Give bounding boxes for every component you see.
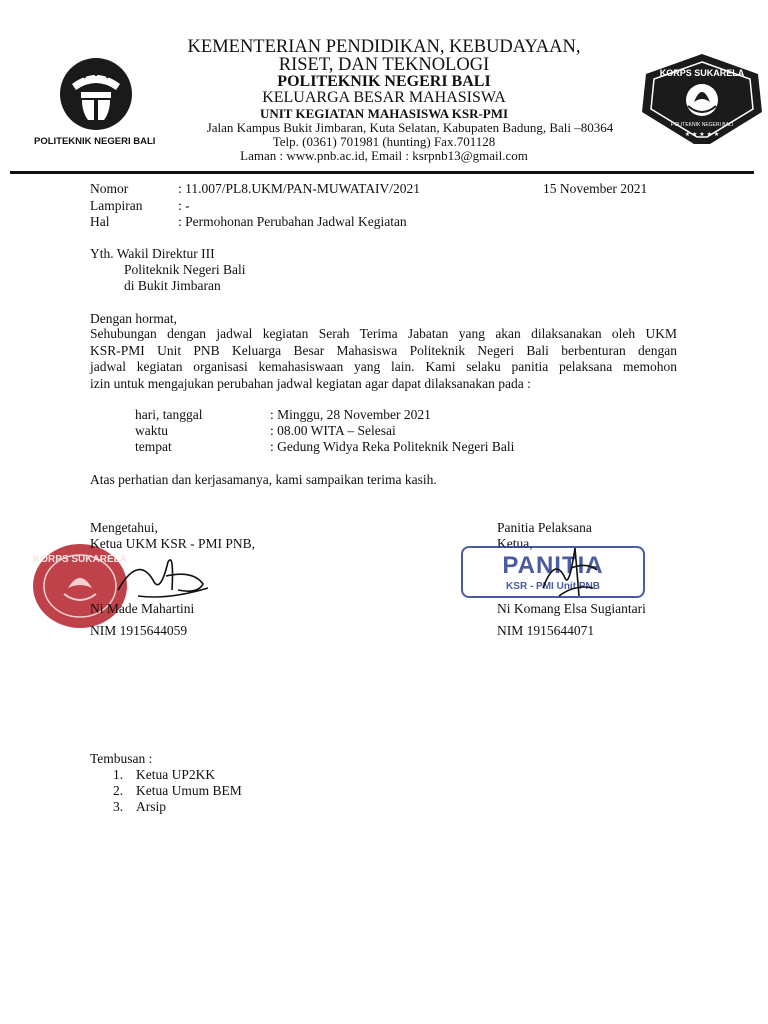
closing-sentence: Atas perhatian dan kerjasamanya, kami sampaikan terima kasih. <box>90 472 437 487</box>
schedule-label-time: waktu <box>135 423 168 438</box>
letterhead-unit: UNIT KEGIATAN MAHASISWA KSR-PMI <box>259 106 509 121</box>
letterhead-ministry-line1: KEMENTERIAN PENDIDIKAN, KEBUDAYAAN, <box>187 37 581 57</box>
hal-value: : Permohonan Perubahan Jadwal Kegiatan <box>178 214 407 229</box>
schedule-label-place: tempat <box>135 439 172 454</box>
right-signer-title2: Ketua, <box>497 536 533 551</box>
letterhead-ministry-line2: RISET, DAN TEKNOLOGI <box>278 55 490 75</box>
letterhead-divider <box>10 171 754 174</box>
body-paragraph-line: jadwal kegiatan organisasi kemahasiswaan yang lain. Kami selaku panitia pelaksana memohon <box>90 359 677 374</box>
body-paragraph-line: KSR-PMI Unit PNB Keluarga Besar Mahasiswa Politeknik Negeri Bali berbenturan dengan <box>90 342 677 358</box>
left-signer-title2: Ketua UKM KSR - PMI PNB, <box>90 536 256 551</box>
svg-text:★ ★ ★ ★ ★: ★ ★ ★ ★ ★ <box>684 131 720 138</box>
letter-date: 15 November 2021 <box>543 181 648 196</box>
pnb-logo-caption: POLITEKNIK NEGERI BALI <box>34 136 156 147</box>
left-stamp-text: KORPS SUKARELA <box>33 554 127 565</box>
letterhead-org: KELUARGA BESAR MAHASISWA <box>262 89 506 106</box>
recipient-line1: Yth. Wakil Direktur III <box>90 246 215 261</box>
tembusan-item: Ketua Umum BEM <box>136 783 242 798</box>
letterhead-website-email: Laman : www.pnb.ac.id, Email : ksrpnb13@gmail.com <box>240 148 528 163</box>
body-paragraph-line: Sehubungan dengan jadwal kegiatan Serah Terima Jabatan yang akan dilaksanakan oleh UKM <box>90 326 677 341</box>
letterhead-institution: POLITEKNIK NEGERI BALI <box>277 73 491 90</box>
greeting: Dengan hormat, <box>90 311 177 326</box>
schedule-value-date: : Minggu, 28 November 2021 <box>270 407 431 422</box>
korps-logo-top-text: KORPS SUKARELA <box>659 68 745 78</box>
hal-label: Hal <box>90 214 110 229</box>
lampiran-value: : - <box>178 198 190 213</box>
body-paragraph-line: izin untuk mengajukan perubahan jadwal kegiatan agar dapat dilaksanakan pada : <box>90 375 531 391</box>
letterhead-address: Jalan Kampus Bukit Jimbaran, Kuta Selatan, Kabupaten Badung, Bali –80364 <box>206 120 614 135</box>
right-signer-name: Ni Komang Elsa Sugiantari <box>497 601 646 616</box>
right-signer-nim: NIM 1915644071 <box>497 623 595 638</box>
left-signer-title1: Mengetahui, <box>90 520 158 535</box>
tembusan-item-number: 3. <box>113 799 124 814</box>
recipient-line2: Politeknik Negeri Bali <box>124 262 246 277</box>
tembusan-item: Ketua UP2KK <box>136 767 216 782</box>
tembusan-item-number: 2. <box>113 783 124 798</box>
panitia-stamp-subtitle: KSR - PMI Unit PNB <box>506 581 600 592</box>
korps-logo-bottom-text: POLITEKNIK NEGERI BALI <box>670 122 734 128</box>
right-signer-title1: Panitia Pelaksana <box>497 520 592 535</box>
right-signature-icon <box>535 538 605 602</box>
panitia-stamp-title: PANITIA <box>502 552 604 579</box>
left-signature-icon <box>108 550 218 602</box>
left-signer-name: Ni Made Mahartini <box>90 601 195 616</box>
body-paragraph <box>90 326 677 392</box>
tembusan-item: Arsip <box>136 799 166 814</box>
schedule-value-place: : Gedung Widya Reka Politeknik Negeri Bali <box>270 439 515 454</box>
schedule-value-time: : 08.00 WITA – Selesai <box>270 423 396 438</box>
nomor-value: : 11.007/PL8.UKM/PAN-MUWATAIV/2021 <box>178 181 421 196</box>
tembusan-item-number: 1. <box>113 767 124 782</box>
letterhead-phone: Telp. (0361) 701981 (hunting) Fax.701128 <box>272 134 496 149</box>
lampiran-label: Lampiran <box>90 198 143 213</box>
recipient-line3: di Bukit Jimbaran <box>124 278 221 293</box>
nomor-label: Nomor <box>90 181 129 196</box>
schedule-label-date: hari, tanggal <box>135 407 203 422</box>
left-signer-nim: NIM 1915644059 <box>90 623 188 638</box>
tembusan-label: Tembusan : <box>90 751 153 766</box>
